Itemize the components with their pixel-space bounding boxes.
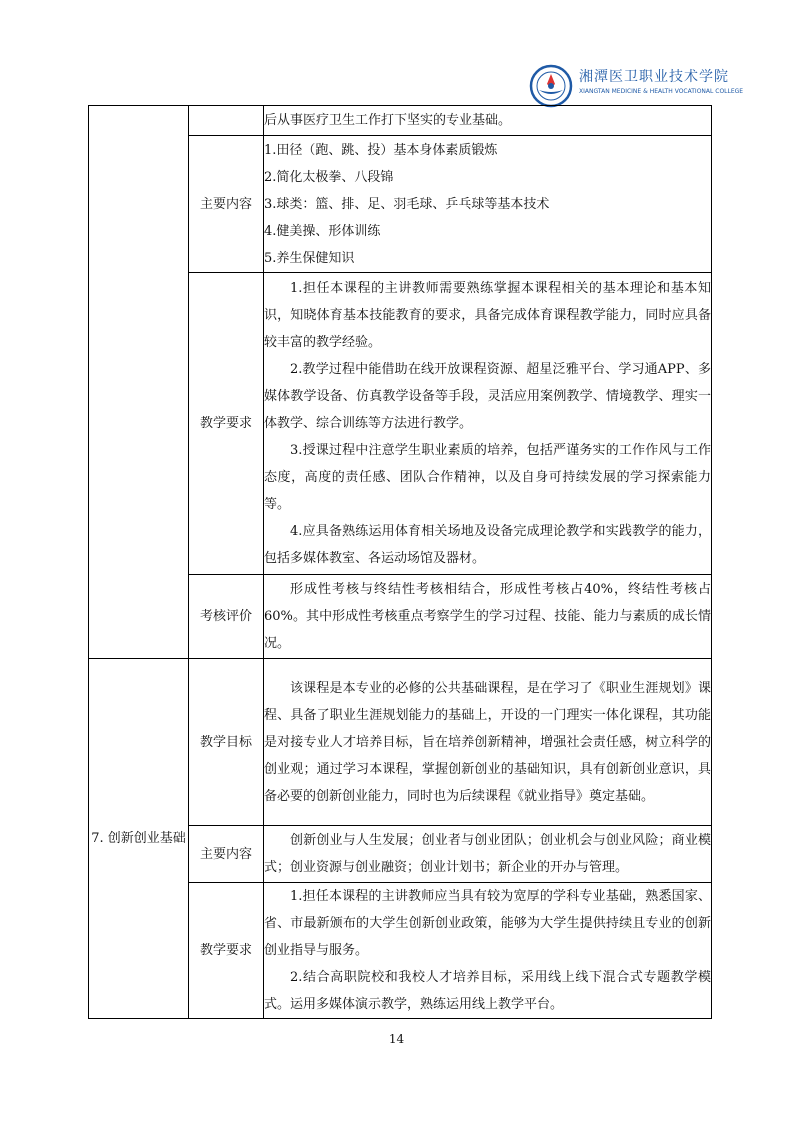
row-label: 教学要求 (189, 883, 264, 1019)
row-label: 教学要求 (189, 273, 264, 575)
curriculum-table (88, 105, 712, 1019)
school-name-cn: 湘潭医卫职业技术学院 (579, 69, 729, 85)
content-text: 后从事医疗卫生工作打下坚实的专业基础。 (264, 113, 512, 128)
paragraph: 2.教学过程中能借助在线开放课程资源、超星泛雅平台、学习通APP、多媒体教学设备、仿真教学设备等手段，灵活应用案例教学、情境教学、理实一体教学、综合训练等方法进行教学。 (264, 362, 711, 431)
content-cell (264, 575, 712, 659)
content-cell (264, 659, 712, 826)
table-row (89, 659, 712, 826)
list-item: 5.养生保健知识 (264, 250, 355, 266)
list-item: 1.田径（跑、跳、投）基本身体素质锻炼 (264, 142, 498, 158)
list-item: 2.简化太极拳、八段锦 (264, 169, 394, 185)
content-cell (264, 136, 712, 273)
row-label: 教学目标 (189, 659, 264, 826)
page-number: 14 (388, 1032, 405, 1046)
paragraph: 创新创业与人生发展；创业者与创业团队；创业机会与创业风险；商业模式；创业资源与创业融资；创业计划书；新企业的开办与管理。 (264, 833, 711, 875)
content-cell (264, 883, 712, 1019)
list-item: 4.健美操、形体训练 (264, 223, 381, 239)
row-label: 主要内容 (189, 136, 264, 273)
label-cell-empty (189, 106, 264, 136)
paragraph: 形成性考核与终结性考核相结合，形成性考核占40%，终结性考核占60%。其中形成性考核重点考察学生的学习过程、技能、能力与素质的成长情况。 (264, 582, 711, 651)
course-name: 7. 创新创业基础 (89, 659, 189, 1019)
table-row (89, 106, 712, 136)
paragraph: 3.授课过程中注意学生职业素质的培养，包括严谨务实的工作作风与工作态度，高度的责任感、团队合作精神，以及自身可持续发展的学习探索能力等。 (264, 443, 711, 512)
list-item: 3.球类：篮、排、足、羽毛球、乒乓球等基本技术 (264, 196, 550, 212)
content-cell (264, 826, 712, 883)
course-cell-empty (89, 106, 189, 659)
paragraph: 1.担任本课程的主讲教师需要熟练掌握本课程相关的基本理论和基本知识，知晓体育基本技能教育的要求，具备完成体育课程教学能力，同时应具备较丰富的教学经验。 (264, 281, 711, 350)
school-logo (527, 62, 744, 110)
paragraph: 2.结合高职院校和我校人才培养目标，采用线上线下混合式专题教学模式。运用多媒体演示教学，熟练运用线上教学平台。 (264, 970, 711, 1012)
row-label: 主要内容 (189, 826, 264, 883)
paragraph: 4.应具备熟练运用体育相关场地及设备完成理论教学和实践教学的能力，包括多媒体教室、各运动场馆及器材。 (264, 524, 711, 566)
row-label: 考核评价 (189, 575, 264, 659)
school-name-en: XIANGTAN MEDICINE & HEALTH VOCATIONAL COLLEGE (579, 88, 744, 95)
paragraph: 1.担任本课程的主讲教师应当具有较为宽厚的学科专业基础，熟悉国家、省、市最新颁布的大学生创新创业政策，能够为大学生提供持续且专业的创新创业指导与服务。 (264, 889, 711, 958)
content-cell (264, 273, 712, 575)
school-emblem-icon (529, 64, 573, 108)
paragraph: 该课程是本专业的必修的公共基础课程，是在学习了《职业生涯规划》课程、具备了职业生涯规划能力的基础上，开设的一门理实一体化课程，其功能是对接专业人才培养目标，旨在培养创新精神，增强社会责任感，树立科学的创业观；通过学习本课程，掌握创新创业的基础知识，具有创新创业意识，具备必要的创新创业能力，同时也为后续课程《就业指导》奠定基础。 (264, 680, 711, 804)
content-cell (264, 106, 712, 136)
